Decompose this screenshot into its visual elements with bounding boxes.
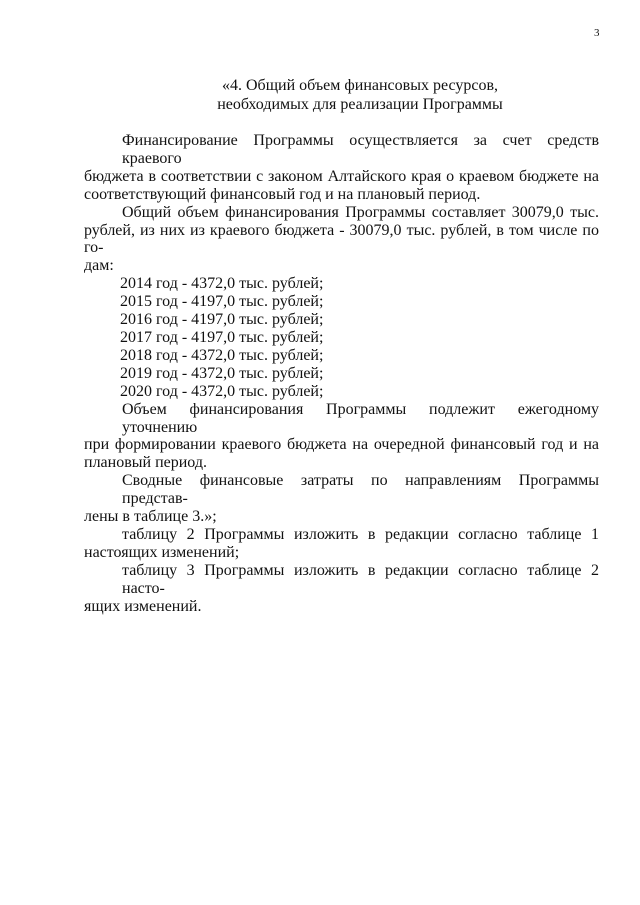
text-line: настоящих изменений; bbox=[84, 543, 240, 561]
text-line: лены в таблице 3.»; bbox=[84, 508, 217, 526]
text-line: бюджета в соответствии с законом Алтайского края о краевом бюджете на bbox=[84, 167, 599, 185]
section-heading bbox=[120, 76, 600, 114]
heading-line-1: «4. Общий объем финансовых ресурсов, bbox=[222, 77, 498, 94]
text-line: соответствующий финансовый год и на плановый период. bbox=[84, 185, 481, 203]
paragraph-summary-costs bbox=[84, 472, 599, 526]
financing-by-year-list bbox=[117, 275, 599, 400]
text-line: таблицу 3 Программы изложить в редакции согласно таблице 2 насто- bbox=[122, 561, 599, 597]
text-line: дам: bbox=[84, 257, 114, 275]
list-item: 2016 год - 4197,0 тыс. рублей; bbox=[120, 311, 324, 329]
list-item: 2019 год - 4372,0 тыс. рублей; bbox=[120, 364, 324, 382]
text-line: Сводные финансовые затраты по направлениям Программы представ- bbox=[122, 472, 599, 508]
paragraph-table-3-amendment bbox=[84, 561, 599, 616]
text-line: рублей, из них из краевого бюджета - 30079,0 тыс. рублей, в том числе по го- bbox=[84, 221, 599, 257]
paragraph-total-financing bbox=[84, 203, 599, 276]
list-item: 2020 год - 4372,0 тыс. рублей; bbox=[120, 382, 324, 400]
text-line: таблицу 2 Программы изложить в редакции согласно таблице 1 bbox=[122, 525, 599, 543]
list-item: 2014 год - 4372,0 тыс. рублей; bbox=[120, 275, 324, 293]
list-item: 2015 год - 4197,0 тыс. рублей; bbox=[120, 293, 324, 311]
text-line: ящих изменений. bbox=[84, 597, 202, 615]
paragraph-financing-source bbox=[84, 132, 599, 204]
text-line: плановый период. bbox=[84, 454, 207, 472]
text-line: Общий объем финансирования Программы составляет 30079,0 тыс. bbox=[122, 203, 599, 221]
text-line: при формировании краевого бюджета на очередной финансовый год и на bbox=[84, 436, 599, 454]
text-line: Объем финансирования Программы подлежит ежегодному уточнению bbox=[122, 400, 599, 436]
list-item: 2017 год - 4197,0 тыс. рублей; bbox=[120, 328, 324, 346]
paragraph-annual-adjustment bbox=[84, 400, 599, 473]
page-number: 3 bbox=[594, 27, 600, 39]
heading-line-2: необходимых для реализации Программы bbox=[217, 96, 503, 113]
paragraph-table-2-amendment bbox=[84, 525, 599, 562]
list-item: 2018 год - 4372,0 тыс. рублей; bbox=[120, 346, 324, 364]
document-body bbox=[84, 132, 599, 615]
text-line: Финансирование Программы осуществляется за счет средств краевого bbox=[122, 132, 599, 167]
